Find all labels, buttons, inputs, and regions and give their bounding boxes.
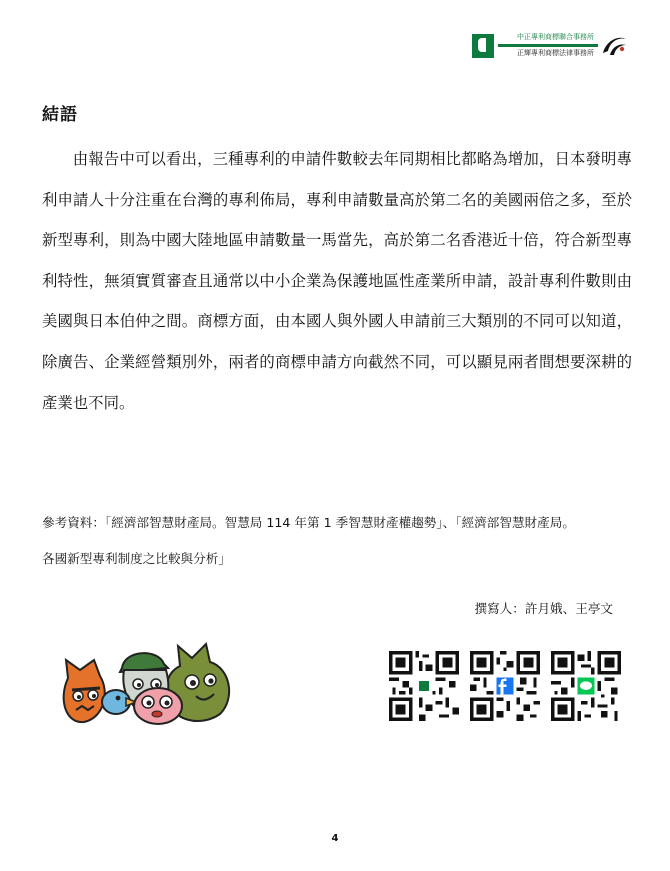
firm-name-line1: 中正專利商標聯合事務所 [517,33,594,41]
logo-divider [498,44,598,47]
qr-code-facebook[interactable] [470,651,540,721]
firm-name-line2: 正輝專利商標法律事務所 [517,49,594,57]
conclusion-paragraph [42,139,632,423]
firm-logo-icon [472,34,494,58]
qr-code-website[interactable] [389,651,459,721]
qr-code-line[interactable] [551,651,621,721]
authors: 撰寫人：許月娥、王亭文 [474,601,613,616]
reference-line-2: 各國新型專利制度之比較與分析」 [42,551,231,566]
reference-line-1: 參考資料：「經濟部智慧財產局。智慧局 114 年第 1 季智慧財產權趨勢」、「經濟部智慧財產局。 [42,515,575,530]
section-heading: 結語 [42,105,78,125]
page-number: 4 [331,833,339,844]
firm-logo [472,30,632,62]
mascots-illustration [60,638,250,728]
swirl-logo-icon [600,33,628,59]
references [42,510,642,571]
paragraph-text: 由報告中可以看出，三種專利的申請件數較去年同期相比都略為增加，日本發明專利申請人十分注重在台灣的專利佈局，專利申請數量高於第二名的美國兩倍之多，至於新型專利，則為中國大陸地區申請數量一馬當先，高於第二名香港近十倍，符合新型專利特性，無須實質審查且通常以中小企業為保護地區性產業所申請，設計專利件數則由美國與日本伯仲之間。商標方面，由本國人與外國人申請前三大類別的不同可以知道，除廣告、企業經營類別外，兩者的商標申請方向截然不同，可以顯見兩者間想要深耕的產業也不同。 [42,150,632,412]
